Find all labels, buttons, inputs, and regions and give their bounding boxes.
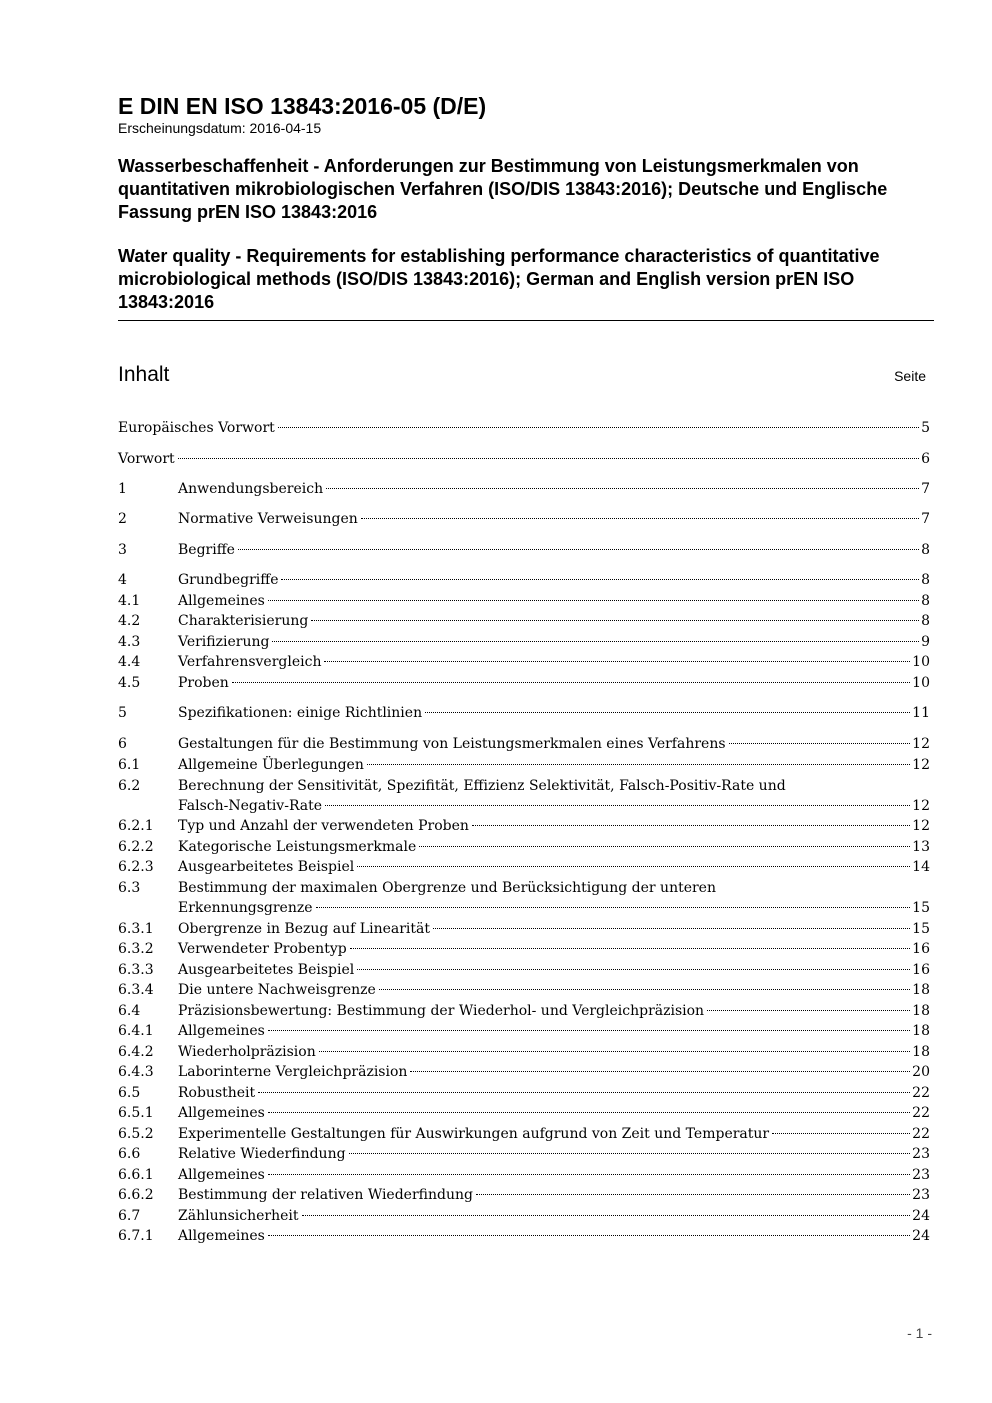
toc-dot-leader (772, 1133, 910, 1134)
publication-date: Erscheinungsdatum: 2016-04-15 (118, 120, 322, 136)
toc-entry[interactable] (118, 1124, 930, 1144)
toc-entry[interactable] (118, 1165, 930, 1185)
toc-entry-number: 4.2 (118, 613, 141, 629)
toc-dot-leader (433, 928, 910, 929)
toc-entry-page: 20 (912, 1064, 930, 1080)
toc-entry[interactable] (118, 734, 930, 754)
toc-entry-number: 6.6 (118, 1146, 141, 1162)
toc-title: Inhalt (118, 363, 170, 386)
toc-entry-line (178, 673, 930, 693)
toc-entry-line (178, 796, 930, 816)
toc-entry-page: 13 (912, 839, 930, 855)
toc-entry-line (178, 652, 930, 672)
toc-entry-number: 6.4 (118, 1003, 141, 1019)
document-header (118, 92, 934, 314)
toc-entry-line (178, 1185, 930, 1205)
toc-entry-page: 12 (912, 818, 930, 834)
toc-entry-label: Zählunsicherheit (178, 1208, 299, 1224)
toc-dot-leader (325, 805, 910, 806)
toc-entry-line (178, 939, 930, 959)
toc-entry[interactable] (118, 1062, 930, 1082)
toc-entry-label: Kategorische Leistungsmerkmale (178, 839, 417, 855)
toc-entry-page: 16 (912, 962, 930, 978)
toc-entry-label: Typ und Anzahl der verwendeten Proben (178, 818, 469, 834)
toc-entry-line (178, 1062, 930, 1082)
toc-dot-leader (258, 1092, 910, 1093)
toc-entry-number: 6.4.3 (118, 1064, 154, 1080)
toc-entry-number: 6.4.2 (118, 1044, 154, 1060)
toc-dot-leader (311, 620, 919, 621)
toc-entry-line (178, 919, 930, 939)
toc-entry-label: Allgemeines (178, 593, 265, 609)
toc-dot-leader (268, 600, 919, 601)
toc-dot-leader (268, 1030, 910, 1031)
toc-entry-number: 6 (118, 736, 127, 752)
toc-dot-leader (272, 641, 919, 642)
toc-entry-label: Allgemeines (178, 1105, 265, 1121)
toc-dot-leader (361, 518, 919, 519)
toc-entry[interactable] (118, 1001, 930, 1021)
toc-entry-number: 6.3 (118, 880, 141, 896)
toc-entry-label: Proben (178, 675, 229, 691)
toc-entry-page: 22 (912, 1105, 930, 1121)
toc-dot-leader (178, 458, 919, 459)
toc-entry-label: Vorwort (118, 451, 175, 467)
toc-entry-label: Falsch-Negativ-Rate (178, 798, 323, 814)
toc-entry-number: 6.3.2 (118, 941, 154, 957)
toc-entry-page: 22 (912, 1085, 930, 1101)
toc-dot-leader (410, 1071, 910, 1072)
toc-entry-page: 23 (912, 1167, 930, 1183)
toc-entry-line (118, 418, 930, 438)
toc-entry-line (178, 755, 930, 775)
toc-entry-page: 23 (912, 1146, 930, 1162)
toc-entry-line (178, 1206, 930, 1226)
toc-dot-leader (707, 1010, 910, 1011)
toc-entry[interactable] (118, 939, 930, 959)
toc-entry-page: 15 (912, 900, 930, 916)
toc-entry-line (118, 449, 930, 469)
toc-entry-label: Europäisches Vorwort (118, 420, 275, 436)
toc-entry-label: Laborinterne Vergleichpräzision (178, 1064, 408, 1080)
toc-entry-line (178, 703, 930, 723)
toc-entry-line (178, 857, 930, 877)
toc-dot-leader (281, 579, 919, 580)
title-english: Water quality - Requirements for establishing performance characteristics of quantitative microbiological methods (ISO/DIS 13843:2016); German and English version prEN ISO 13843:2016 (118, 246, 880, 312)
toc-entry-number: 6.3.3 (118, 962, 154, 978)
toc-entry[interactable] (118, 570, 930, 590)
toc-entry-number: 6.7 (118, 1208, 141, 1224)
toc-entry-label: Spezifikationen: einige Richtlinien (178, 705, 423, 721)
page-number: - 1 - (907, 1325, 932, 1341)
toc-entry[interactable] (118, 1226, 930, 1246)
toc-page-label: Seite (894, 368, 926, 384)
toc-dot-leader (324, 661, 910, 662)
toc-entry-number: 4.3 (118, 634, 141, 650)
toc-entry-page: 6 (921, 451, 930, 467)
toc-dot-leader (425, 712, 910, 713)
toc-entry-page: 16 (912, 941, 930, 957)
toc-entry-label: Allgemeine Überlegungen (178, 757, 364, 773)
toc-entry-label: Gestaltungen für die Bestimmung von Leistungsmerkmalen eines Verfahrens (178, 736, 726, 752)
toc-entry-page: 12 (912, 798, 930, 814)
toc-entry-page: 12 (912, 757, 930, 773)
toc-entry-line (178, 734, 930, 754)
toc-entry-number: 6.5.2 (118, 1126, 154, 1142)
toc-entry-line (178, 632, 930, 652)
toc-dot-leader (349, 1153, 911, 1154)
toc-entry[interactable] (118, 919, 930, 939)
toc-entry-label-line1: Bestimmung der maximalen Obergrenze und Berücksichtigung der unteren (178, 880, 716, 896)
toc-entry-page: 5 (921, 420, 930, 436)
toc-entry-label: Robustheit (178, 1085, 256, 1101)
toc-entry-line (178, 1042, 930, 1062)
toc-entry-line (178, 1165, 930, 1185)
toc-entry-page: 22 (912, 1126, 930, 1142)
toc-entry-number: 6.2.2 (118, 839, 154, 855)
toc-entry-page: 14 (912, 859, 930, 875)
toc-entry-label: Wiederholpräzision (178, 1044, 316, 1060)
toc-entry[interactable] (118, 652, 930, 672)
toc-entry-page: 8 (921, 593, 930, 609)
toc-entry-page: 8 (921, 572, 930, 588)
title-divider (118, 320, 934, 321)
toc-dot-leader (238, 549, 919, 550)
toc-entry[interactable] (118, 1185, 930, 1205)
toc-entry-number: 6.5.1 (118, 1105, 154, 1121)
toc-dot-leader (268, 1112, 910, 1113)
toc-entry-page: 15 (912, 921, 930, 937)
toc-entry-page: 18 (912, 1003, 930, 1019)
toc-entry-label: Die untere Nachweisgrenze (178, 982, 376, 998)
toc-entry[interactable] (118, 540, 930, 560)
toc-entry-label: Begriffe (178, 542, 235, 558)
toc-dot-leader (357, 969, 910, 970)
toc-entry[interactable] (118, 1206, 930, 1226)
toc-entry[interactable] (118, 880, 930, 918)
toc-entry-page: 7 (921, 511, 930, 527)
toc-entry[interactable] (118, 591, 930, 611)
toc-entry-number: 6.3.1 (118, 921, 154, 937)
toc-entry-label: Obergrenze in Bezug auf Linearität (178, 921, 430, 937)
toc-entry-label: Präzisionsbewertung: Bestimmung der Wiederhol- und Vergleichpräzision (178, 1003, 705, 1019)
toc-entry-label: Anwendungsbereich (178, 481, 324, 497)
toc-entry[interactable] (118, 418, 930, 438)
toc-entry[interactable] (118, 960, 930, 980)
toc-entry-label: Bestimmung der relativen Wiederfindung (178, 1187, 473, 1203)
toc-entry-label: Ausgearbeitetes Beispiel (178, 859, 355, 875)
toc-dot-leader (357, 866, 910, 867)
toc-entry[interactable] (118, 1103, 930, 1123)
toc-entry-number: 6.2.3 (118, 859, 154, 875)
toc-dot-leader (729, 743, 911, 744)
toc-entry-label: Experimentelle Gestaltungen für Auswirkungen aufgrund von Zeit und Temperatur (178, 1126, 770, 1142)
toc-entry-page: 10 (912, 654, 930, 670)
toc-entry-label: Normative Verweisungen (178, 511, 358, 527)
toc-dot-leader (476, 1194, 910, 1195)
toc-entry-page: 11 (912, 705, 930, 721)
toc-entry-label: Ausgearbeitetes Beispiel (178, 962, 355, 978)
toc-dot-leader (367, 764, 910, 765)
toc-entry-line (178, 1144, 930, 1164)
toc-entry-line (178, 611, 930, 631)
toc-entry[interactable] (118, 1144, 930, 1164)
toc-dot-leader (268, 1235, 910, 1236)
toc-entry-number: 5 (118, 705, 127, 721)
toc-dot-leader (232, 682, 910, 683)
toc-entry-page: 7 (921, 481, 930, 497)
toc-entry-label: Relative Wiederfindung (178, 1146, 346, 1162)
toc-entry-line (178, 1124, 930, 1144)
toc-entry-line (178, 479, 930, 499)
toc-entry[interactable] (118, 980, 930, 1000)
toc-entry-number: 6.5 (118, 1085, 141, 1101)
toc-entry-line (178, 509, 930, 529)
toc-entry[interactable] (118, 857, 930, 877)
toc-dot-leader (302, 1215, 911, 1216)
toc-entry-number: 4.5 (118, 675, 141, 691)
toc-entry-line (178, 540, 930, 560)
toc-entry-line (178, 837, 930, 857)
toc-dot-leader (419, 846, 910, 847)
toc-entry[interactable] (118, 816, 930, 836)
toc-entry-line (178, 816, 930, 836)
toc-entry-page: 12 (912, 736, 930, 752)
toc-entry[interactable] (118, 449, 930, 469)
toc-entry-number: 6.6.2 (118, 1187, 154, 1203)
toc-dot-leader (350, 948, 910, 949)
toc-dot-leader (319, 1051, 910, 1052)
toc-entry-label: Allgemeines (178, 1167, 265, 1183)
toc-entry-number: 6.2 (118, 778, 141, 794)
toc-entry[interactable] (118, 1042, 930, 1062)
toc-entry-page: 9 (921, 634, 930, 650)
toc-entry-line (178, 898, 930, 918)
toc-entry[interactable] (118, 755, 930, 775)
toc-entry[interactable] (118, 509, 930, 529)
toc-entry-number: 2 (118, 511, 127, 527)
toc-entry-number: 6.6.1 (118, 1167, 154, 1183)
title-german: Wasserbeschaffenheit - Anforderungen zur Bestimmung von Leistungsmerkmalen von quantitativen mikrobiologischen Verfahren (ISO/DIS 13843:2016); Deutsche und Englische Fassung prEN ISO 13843:2016 (118, 156, 888, 222)
toc-entry-number: 6.1 (118, 757, 141, 773)
toc-entry[interactable] (118, 479, 930, 499)
toc-dot-leader (268, 1174, 910, 1175)
toc-entry-number: 3 (118, 542, 127, 558)
toc-entry[interactable] (118, 673, 930, 693)
toc-entry[interactable] (118, 611, 930, 631)
toc-entry-line (178, 1083, 930, 1103)
toc-entry-line (178, 591, 930, 611)
toc-entry-number: 4.1 (118, 593, 141, 609)
toc-entry[interactable] (118, 1083, 930, 1103)
toc-entry-label: Verifizierung (178, 634, 270, 650)
toc-entry-page: 18 (912, 1044, 930, 1060)
toc-entry-page: 8 (921, 613, 930, 629)
toc-entry[interactable] (118, 837, 930, 857)
toc-entry-label: Verwendeter Probentyp (178, 941, 347, 957)
toc-entry-page: 10 (912, 675, 930, 691)
toc-entry[interactable] (118, 632, 930, 652)
toc-dot-leader (472, 825, 910, 826)
toc-entry-page: 23 (912, 1187, 930, 1203)
toc-entry-line (178, 1103, 930, 1123)
toc-heading (118, 362, 928, 390)
toc-dot-leader (316, 907, 911, 908)
toc-entry-page: 24 (912, 1228, 930, 1244)
toc-entry-label: Charakterisierung (178, 613, 309, 629)
toc-entry-line (178, 960, 930, 980)
toc-entry-label: Grundbegriffe (178, 572, 279, 588)
toc-entry-number: 4.4 (118, 654, 141, 670)
toc-entry-number: 4 (118, 572, 127, 588)
toc-dot-leader (326, 488, 919, 489)
toc-entry-label-line1: Berechnung der Sensitivität, Spezifität, Effizienz Selektivität, Falsch-Positiv-Rate und (178, 778, 786, 794)
toc-entry-label: Erkennungsgrenze (178, 900, 313, 916)
document-id: E DIN EN ISO 13843:2016-05 (D/E) (118, 93, 487, 119)
toc-entry-line (178, 1021, 930, 1041)
toc-entry-line (178, 570, 930, 590)
toc-entry-number: 6.4.1 (118, 1023, 154, 1039)
toc-entry-page: 18 (912, 982, 930, 998)
toc-entry-page: 18 (912, 1023, 930, 1039)
toc-entry-line (178, 980, 930, 1000)
toc-entry-number: 1 (118, 481, 127, 497)
toc-entry-page: 8 (921, 542, 930, 558)
toc-entry[interactable] (118, 1021, 930, 1041)
toc-entry-number: 6.2.1 (118, 818, 154, 834)
toc-entry-line (178, 1001, 930, 1021)
toc-entry-number: 6.3.4 (118, 982, 154, 998)
toc-entry-label: Allgemeines (178, 1228, 265, 1244)
toc-entry-page: 24 (912, 1208, 930, 1224)
toc-entry-label: Verfahrensvergleich (178, 654, 322, 670)
toc-dot-leader (379, 989, 910, 990)
toc-entry-number: 6.7.1 (118, 1228, 154, 1244)
toc-entry-line (178, 1226, 930, 1246)
toc-entry-label: Allgemeines (178, 1023, 265, 1039)
toc-entry[interactable] (118, 703, 930, 723)
toc-entry[interactable] (118, 778, 930, 816)
toc-dot-leader (278, 427, 919, 428)
